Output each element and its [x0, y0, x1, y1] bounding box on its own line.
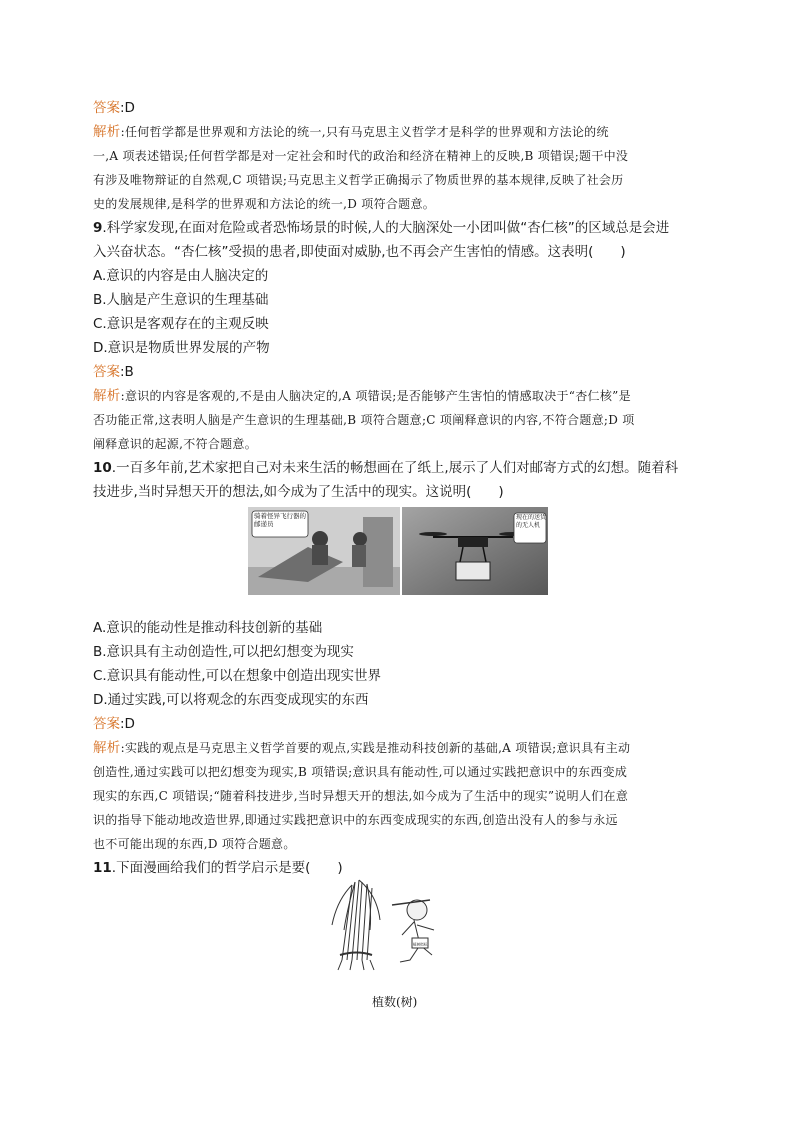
option-c: C.意识是客观存在的主观反映	[93, 316, 269, 332]
question-stem: 技进步,当时异想天开的想法,如今成为了生活中的现实。这说明( )	[93, 484, 504, 500]
analysis-line: 现实的东西,C 项错误;“随着科技进步,当时异想天开的想法,如今成为了生活中的现实”说明人们在意	[93, 789, 629, 803]
right-caption: 现在的送货的无人机	[516, 514, 546, 529]
answer-value: :D	[120, 716, 135, 732]
q11-figure	[322, 870, 472, 1010]
parcel-icon	[456, 562, 490, 580]
analysis-line: 否功能正常,这表明人脑是产生意识的生理基础,B 项符合题意;C 项阐释意识的内容,不符合题意;D 项	[93, 413, 635, 427]
analysis-line: 一,A 项表述错误;任何哲学都是对一定社会和时代的政治和经济在精神上的反映,B 项错误;题干中没	[93, 149, 629, 163]
analysis-line: :意识的内容是客观的,不是由人脑决定的,A 项错误;是否能够产生害怕的情感取决于“杏仁核”是	[120, 389, 631, 403]
analysis-line: 阐释意识的起源,不符合题意。	[93, 437, 258, 451]
answer-line	[93, 360, 705, 384]
answer-label: 答案	[93, 100, 120, 116]
analysis-label: 解析	[93, 388, 121, 404]
running-man-icon	[392, 900, 434, 962]
answer-value: :D	[120, 100, 135, 116]
analysis-line: :实践的观点是马克思主义哲学首要的观点,实践是推动科技创新的基础,A 项错误;意识具有主动	[120, 741, 631, 755]
bag-label: 植树指标	[413, 942, 428, 947]
answer-line	[93, 96, 705, 120]
house-icon	[363, 517, 393, 587]
answer-label: 答案	[93, 364, 120, 380]
receiver-icon	[353, 532, 367, 546]
option-d: D.通过实践,可以将观念的东西变成现实的东西	[93, 692, 369, 708]
option-b: B.意识具有主动创造性,可以把幻想变为现实	[93, 644, 354, 660]
analysis-line: 有涉及唯物辩证的自然观,C 项错误;马克思主义哲学正确揭示了物质世界的基本规律,反映了社会历	[93, 173, 624, 187]
analysis-block	[93, 384, 705, 456]
analysis-line: :任何哲学都是世界观和方法论的统一,只有马克思主义哲学才是科学的世界观和方法论的统	[120, 125, 609, 139]
option-d: D.意识是物质世界发展的产物	[93, 340, 270, 356]
left-caption: 骑着怪异飞行器的邮递员	[254, 512, 306, 528]
analysis-block	[93, 736, 705, 856]
analysis-label: 解析	[93, 740, 121, 756]
question-number: 10	[93, 460, 112, 476]
answer-line	[93, 712, 705, 736]
question-number: 11	[93, 860, 112, 876]
option-c: C.意识具有能动性,可以在想象中创造出现实世界	[93, 668, 382, 684]
answer-label: 答案	[93, 716, 120, 732]
question-stem: .科学家发现,在面对危险或者恐怖场景的时候,人的大脑深处一小团叫做“杏仁核”的区域总是会进	[102, 220, 670, 236]
question-stem: .下面漫画给我们的哲学启示是要( )	[111, 860, 343, 876]
analysis-line: 识的指导下能动地改造世界,即通过实践把意识中的东西变成现实的东西,创造出没有人的参与永远	[93, 813, 618, 827]
analysis-line: 史的发展规律,是科学的世界观和方法论的统一,D 项符合题意。	[93, 197, 436, 211]
postman-icon	[312, 531, 328, 547]
analysis-block	[93, 120, 705, 216]
analysis-label: 解析	[93, 124, 121, 140]
analysis-line: 也不可能出现的东西,D 项符合题意。	[93, 837, 296, 851]
figure-caption: 植数(树)	[372, 995, 418, 1009]
question-stem: .一百多年前,艺术家把自己对未来生活的畅想画在了纸上,展示了人们对邮寄方式的幻想。随着科	[111, 460, 679, 476]
question-number: 9	[93, 220, 103, 236]
question-9	[93, 216, 705, 456]
stick-bundle-tree-icon	[332, 880, 380, 970]
option-b: B.人脑是产生意识的生理基础	[93, 292, 269, 308]
option-a: A.意识的能动性是推动科技创新的基础	[93, 620, 323, 636]
analysis-line: 创造性,通过实践可以把幻想变为现实,B 项错误;意识具有能动性,可以通过实践把意识中的东西变成	[93, 765, 628, 779]
option-a: A.意识的内容是由人脑决定的	[93, 268, 269, 284]
document-body	[93, 96, 705, 880]
answer-value: :B	[120, 364, 134, 380]
question-stem: 入兴奋状态。“杏仁核”受损的患者,即使面对威胁,也不再会产生害怕的情感。这表明( )	[93, 244, 626, 260]
q10-figure	[248, 507, 548, 595]
